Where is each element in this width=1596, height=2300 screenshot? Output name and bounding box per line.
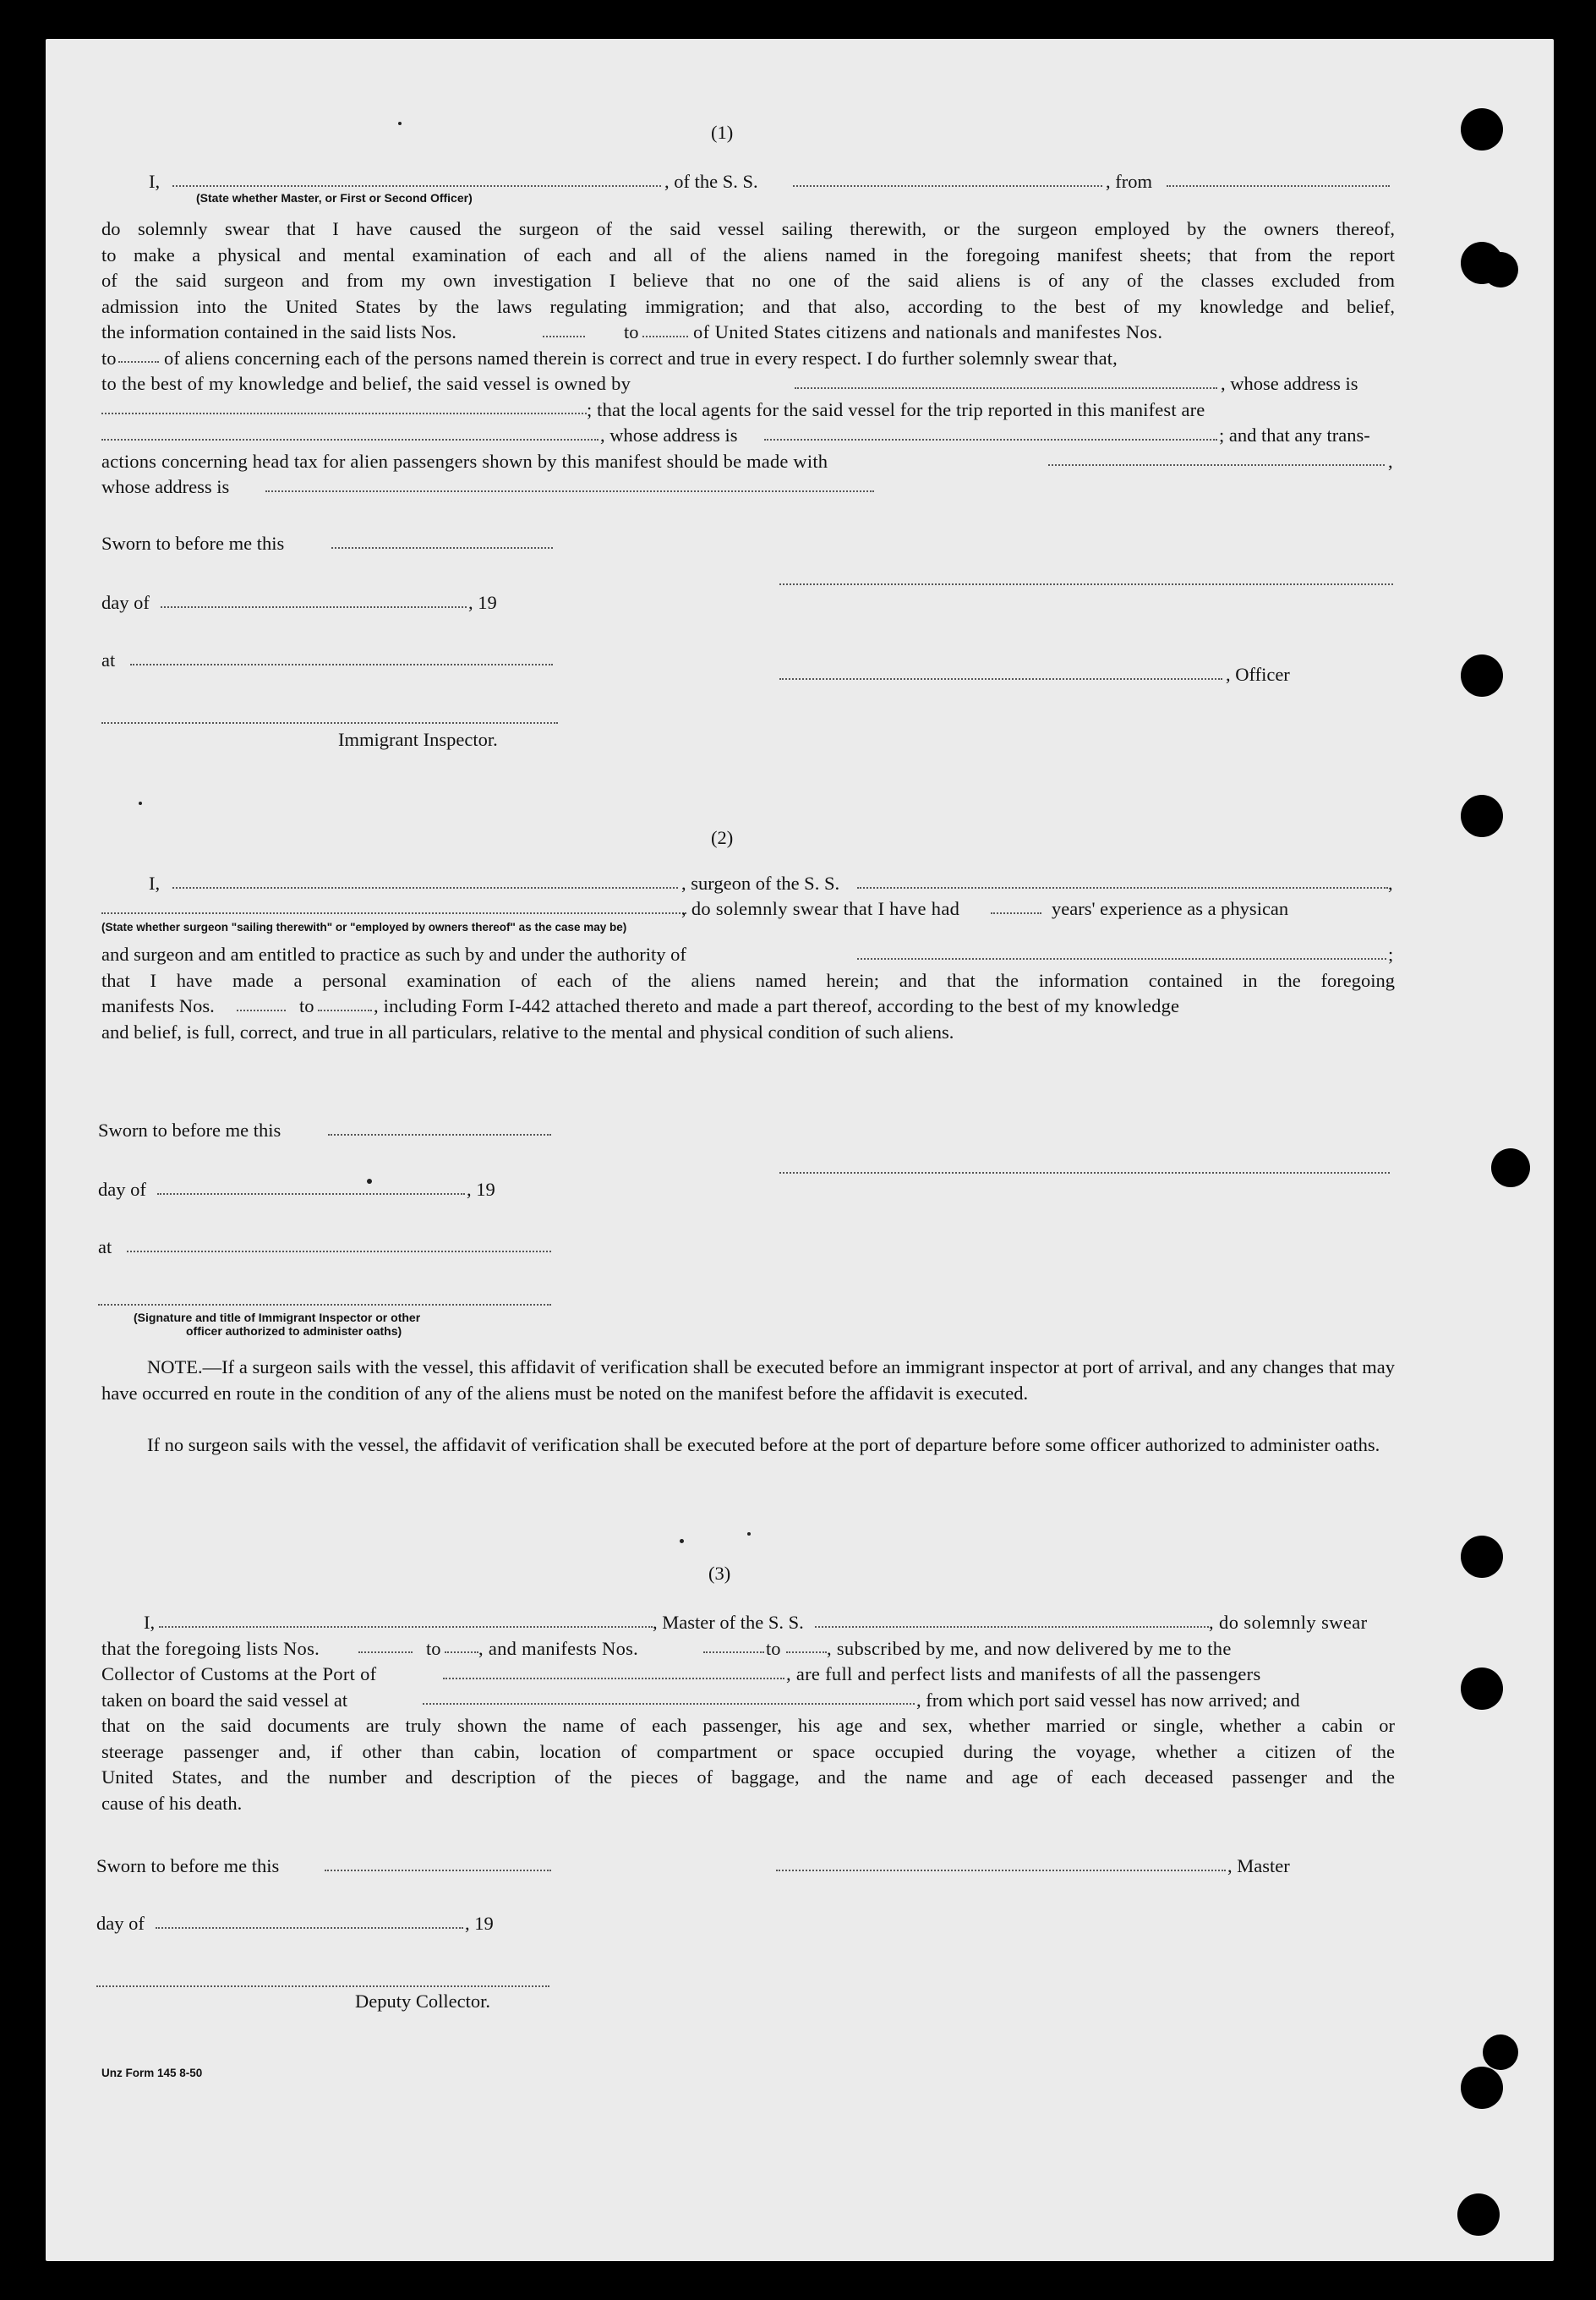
- s2-sworn-field[interactable]: [328, 1134, 551, 1136]
- s3-l4b: , from which port said vessel has now arrived; and: [916, 1689, 1300, 1711]
- s1-l7b: , whose address is: [1221, 373, 1358, 394]
- s2-l3b: ;: [1388, 944, 1394, 965]
- s3-last-line: cause of his death.: [101, 1792, 243, 1814]
- s2-day-field[interactable]: [157, 1193, 465, 1195]
- s2-employment-field[interactable]: [101, 912, 686, 914]
- s1-body-line: admission into the United States by the laws regulating immigration; and that also, according to the best of my knowledge and belief,: [101, 295, 1395, 317]
- s1-day-of-label: day of: [101, 592, 150, 613]
- punch-hole: [1491, 1148, 1530, 1187]
- s3-port-field[interactable]: [443, 1678, 784, 1679]
- speck: [747, 1532, 751, 1536]
- s1-at-label: at: [101, 649, 116, 671]
- s1-from-field[interactable]: [1167, 185, 1390, 187]
- s1-l11: whose address is: [101, 476, 230, 497]
- s1-l7a: to the best of my knowledge and belief, the said vessel is owned by: [101, 373, 631, 394]
- s3-year-label: , 19: [465, 1913, 494, 1934]
- punch-hole: [1483, 252, 1518, 288]
- s3-vessel-field[interactable]: [815, 1626, 1209, 1628]
- s2-signature-note-2: officer authorized to administer oaths): [186, 1324, 402, 1338]
- s1-sworn-field[interactable]: [331, 547, 553, 549]
- s2-day-of-label: day of: [98, 1179, 146, 1200]
- punch-hole: [1461, 1668, 1503, 1710]
- s2-surgeon-name-field[interactable]: [172, 887, 678, 889]
- s2-signature-note-1: (Signature and title of Immigrant Inspector or other: [134, 1311, 421, 1324]
- speck: [139, 802, 142, 805]
- s1-owner-field[interactable]: [795, 387, 1217, 389]
- s3-l4a: taken on board the said vessel at: [101, 1689, 348, 1711]
- s1-l10a: actions concerning head tax for alien passengers shown by this manifest should be made with: [101, 450, 828, 472]
- s1-i-label: I,: [149, 171, 161, 192]
- s1-at-field[interactable]: [130, 664, 553, 665]
- s1-l5c: of United States citizens and nationals and manifestes Nos.: [693, 321, 1163, 342]
- s1-l6a: to: [101, 347, 117, 369]
- punch-hole: [1461, 654, 1503, 697]
- s1-of-ss-label: , of the S. S.: [664, 171, 758, 192]
- s1-vessel-name-field[interactable]: [793, 185, 1102, 187]
- s2-vessel-field[interactable]: [857, 887, 1388, 889]
- s1-body-line: do solemnly swear that I have caused the surgeon of the said vessel sailing therewith, or the surgeon employed by the owners thereof,: [101, 218, 1395, 239]
- s3-manifests-to-field[interactable]: [786, 1651, 827, 1653]
- s1-owner-address-field[interactable]: [101, 413, 587, 414]
- punch-hole: [1461, 1536, 1503, 1578]
- s1-body-line: to make a physical and mental examination of each and all of the aliens named in the foregoing manifest sheets; that from the report: [101, 244, 1395, 266]
- s3-deputy-label: Deputy Collector.: [355, 1991, 490, 2012]
- s1-officer-name-field[interactable]: [172, 185, 661, 187]
- s1-agents-field[interactable]: [101, 439, 598, 441]
- s2-l5a: manifests Nos.: [101, 995, 215, 1016]
- s1-head-tax-field[interactable]: [1048, 464, 1385, 466]
- speck: [367, 1179, 372, 1184]
- s2-sworn-label: Sworn to before me this: [98, 1120, 281, 1141]
- s2-l2a: , do solemnly swear that I have had: [681, 898, 960, 919]
- s1-head-tax-address-field[interactable]: [265, 490, 874, 492]
- s1-manifests-to-field[interactable]: [118, 361, 159, 363]
- s2-comma: ,: [1388, 873, 1393, 894]
- s3-master-of-label: , Master of the S. S.: [653, 1612, 804, 1633]
- section-3-number: (3): [708, 1563, 731, 1584]
- s2-l3a: and surgeon and am entitled to practice as such by and under the authority of: [101, 944, 686, 965]
- s3-sworn-field[interactable]: [325, 1870, 551, 1871]
- s1-l10b: ,: [1388, 450, 1393, 472]
- s1-officer-note: (State whether Master, or First or Second Officer): [196, 191, 473, 205]
- s2-at-label: at: [98, 1236, 112, 1257]
- s2-surgeon-of-label: , surgeon of the S. S.: [681, 873, 840, 894]
- s1-lists-to-field[interactable]: [642, 336, 688, 337]
- s1-sworn-label: Sworn to before me this: [101, 533, 285, 554]
- s3-lists-to-field[interactable]: [445, 1651, 478, 1653]
- s1-l9b: ; and that any trans-: [1219, 424, 1370, 446]
- s3-body-line: United States, and the number and description of the pieces of baggage, and the name and age of each deceased passenger and the: [101, 1766, 1395, 1788]
- s3-l3b: , are full and perfect lists and manifests of all the passengers: [786, 1663, 1261, 1684]
- s3-day-field[interactable]: [156, 1927, 463, 1929]
- s3-l2b: to: [426, 1637, 441, 1659]
- form-number: Unz Form 145 8-50: [101, 2067, 203, 2079]
- s3-lists-from-field[interactable]: [358, 1651, 413, 1653]
- section-2-number: (2): [711, 827, 734, 848]
- s3-master-signature-line[interactable]: [776, 1870, 1226, 1871]
- s2-l6: and belief, is full, correct, and true in all particulars, relative to the mental and physical condition of such aliens.: [101, 1021, 954, 1043]
- speck: [680, 1539, 684, 1543]
- s2-surgeon-note: (State whether surgeon "sailing therewith" or "employed by owners thereof" as the case may be): [101, 921, 627, 934]
- s3-i-label: I,: [144, 1612, 156, 1633]
- s3-manifests-from-field[interactable]: [703, 1651, 764, 1653]
- document-page: [46, 39, 1554, 2261]
- s1-inspector-label: Immigrant Inspector.: [338, 729, 498, 750]
- s3-l3a: Collector of Customs at the Port of: [101, 1663, 377, 1684]
- s1-l5b: to: [624, 321, 639, 342]
- s1-officer-label: , Officer: [1226, 664, 1290, 685]
- s3-taken-at-field[interactable]: [423, 1703, 915, 1705]
- s1-l8a: ; that the local agents for the said vessel for the trip reported in this manifest are: [587, 398, 1205, 420]
- section-1-number: (1): [711, 122, 734, 143]
- s1-officer-signature-line-1[interactable]: [779, 583, 1393, 585]
- punch-hole: [1461, 108, 1503, 151]
- note-paragraph-1: NOTE.—If a surgeon sails with the vessel, this affidavit of verification shall be executed before an immigrant inspector at port of arrival, and any changes that may have occurred en route in the condition of any of the aliens must be noted on the manifest before the affidavit is executed.: [101, 1356, 1395, 1404]
- punch-hole: [1461, 2067, 1503, 2109]
- s1-year-label: , 19: [468, 592, 497, 613]
- s1-l6b: of aliens concerning each of the persons named therein is correct and true in every respect. I do further solemnly swear that,: [164, 347, 1118, 369]
- s1-body-line: of the said surgeon and from my own investigation I believe that no one of the said aliens is of any of the classes excluded from: [101, 270, 1395, 291]
- speck: [398, 122, 402, 125]
- s2-l5c: , including Form I-442 attached thereto and made a part thereof, according to the best of my knowledge: [374, 995, 1180, 1016]
- s3-l2a: that the foregoing lists Nos.: [101, 1637, 320, 1659]
- note-paragraph-2: If no surgeon sails with the vessel, the affidavit of verification shall be executed before at the port of departure before some officer authorized to administer oaths.: [147, 1434, 1380, 1455]
- punch-hole: [1457, 2193, 1500, 2236]
- s2-l5b: to: [299, 995, 314, 1016]
- s2-years-field[interactable]: [991, 912, 1041, 914]
- s2-surgeon-signature-line[interactable]: [779, 1172, 1390, 1174]
- punch-hole: [1461, 795, 1503, 837]
- s1-day-field[interactable]: [161, 606, 467, 608]
- s3-l2d: to: [766, 1637, 781, 1659]
- s1-agents-address-field[interactable]: [764, 439, 1217, 441]
- s1-officer-signature-line-2[interactable]: [779, 678, 1222, 680]
- s2-manifests-from-field[interactable]: [237, 1010, 286, 1011]
- s2-inspector-signature-line[interactable]: [98, 1304, 551, 1306]
- s2-authority-field[interactable]: [857, 958, 1386, 960]
- s3-l2e: , subscribed by me, and now delivered by me to the: [827, 1637, 1232, 1659]
- punch-hole: [1483, 2034, 1518, 2070]
- s2-manifests-to-field[interactable]: [318, 1010, 372, 1011]
- s3-sworn-label: Sworn to before me this: [96, 1855, 280, 1876]
- s2-i-label: I,: [149, 873, 161, 894]
- s1-inspector-signature-line[interactable]: [101, 722, 558, 724]
- s2-year-label: , 19: [467, 1179, 495, 1200]
- s3-collector-signature-line[interactable]: [96, 1985, 549, 1987]
- s3-body-line: that on the said documents are truly shown the name of each passenger, his age and sex, whether married or single, whether a cabin or: [101, 1715, 1395, 1736]
- s3-l2c: , and manifests Nos.: [478, 1637, 639, 1659]
- s3-master-name-field[interactable]: [159, 1626, 653, 1628]
- s3-master-label: , Master: [1227, 1855, 1290, 1876]
- s3-day-of-label: day of: [96, 1913, 145, 1934]
- s2-at-field[interactable]: [127, 1251, 551, 1252]
- s3-body-line: steerage passenger and, if other than cabin, location of compartment or space occupied during the voyage, whether a citizen of the: [101, 1740, 1395, 1762]
- s2-l2b: years' experience as a physican: [1052, 898, 1289, 919]
- s1-l9a: , whose address is: [600, 424, 738, 446]
- s1-l5a: the information contained in the said lists Nos.: [101, 321, 456, 342]
- s2-body-line: that I have made a personal examination of each of the aliens named herein; and that the information contained in the foregoing: [101, 969, 1395, 991]
- s1-lists-from-field[interactable]: [543, 336, 585, 337]
- s1-from-label: , from: [1106, 171, 1152, 192]
- s3-swear-label: , do solemnly swear: [1209, 1612, 1368, 1633]
